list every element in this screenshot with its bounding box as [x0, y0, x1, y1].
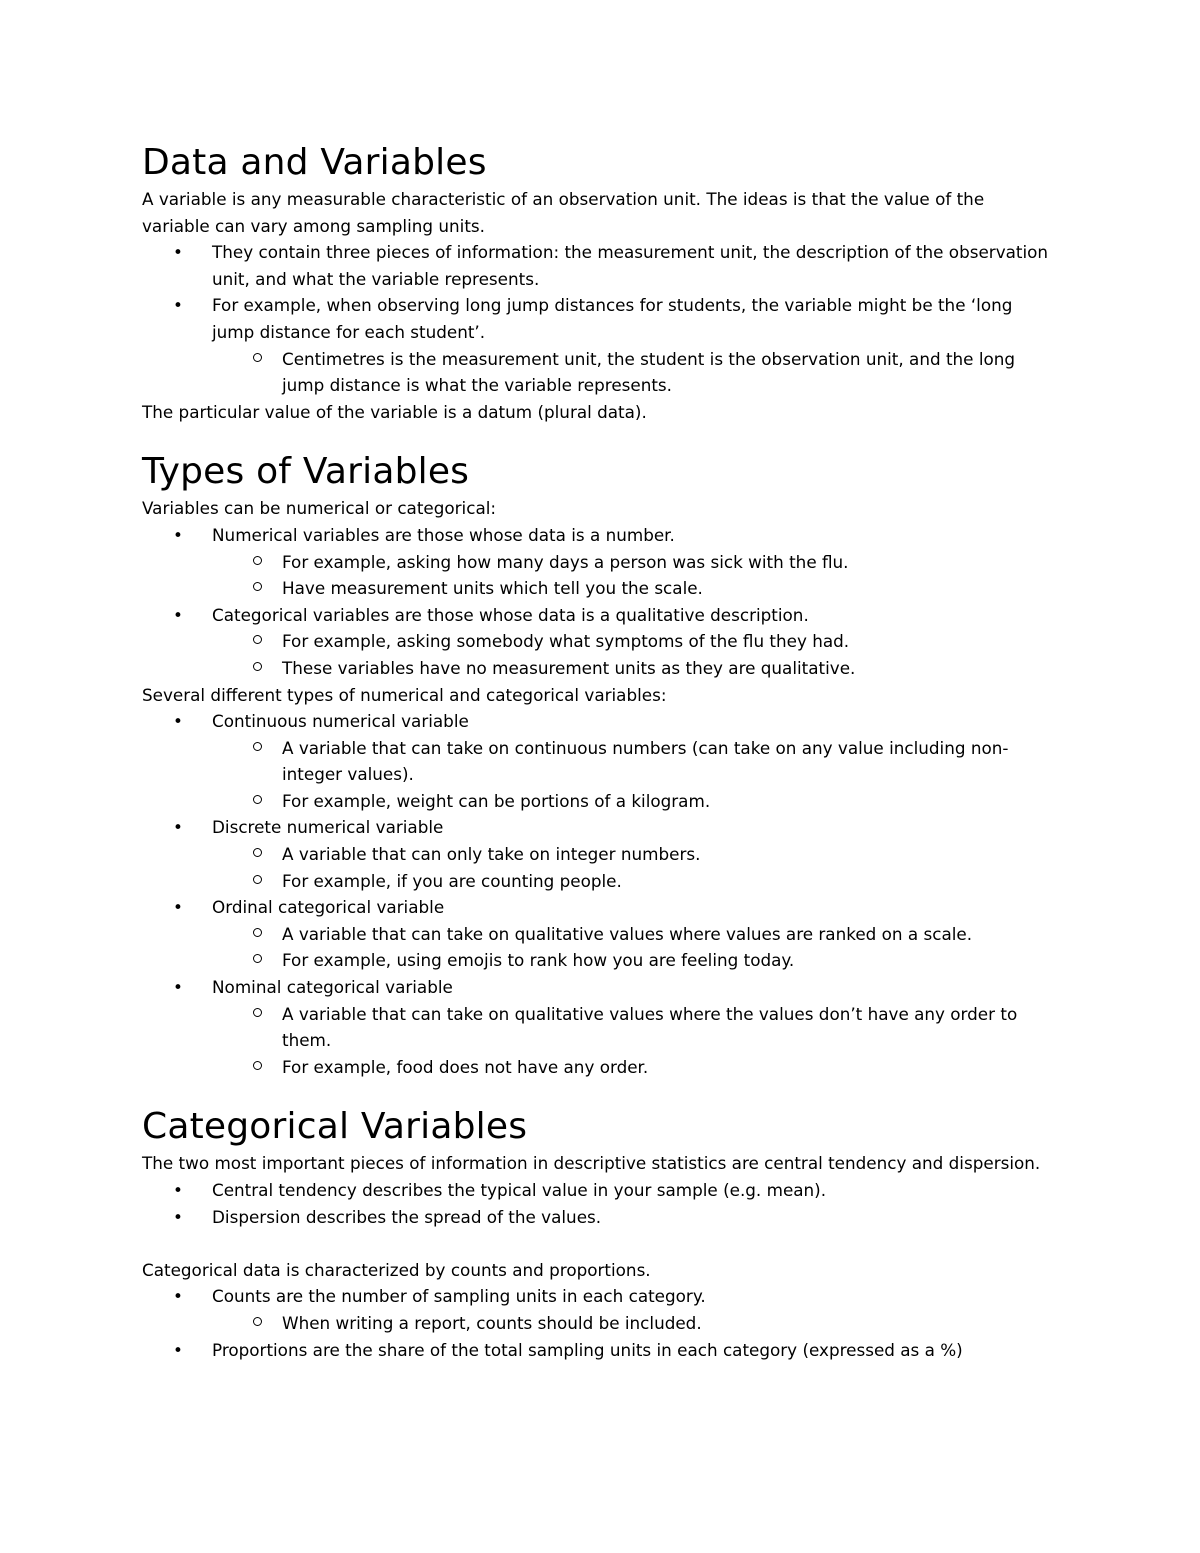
list-item: For example, asking somebody what symptoms of the flu they had.	[212, 628, 1052, 655]
heading-categorical-variables: Categorical Variables	[142, 1106, 528, 1148]
circle-bullet-icon	[253, 662, 262, 671]
list-item: • Counts are the number of sampling units in each category. When writing a report, counts should be included.	[142, 1283, 1052, 1336]
list-item: For example, weight can be portions of a kilogram.	[212, 788, 1052, 815]
circle-bullet-icon	[253, 875, 262, 884]
list-item: For example, food does not have any order.	[212, 1054, 1052, 1081]
circle-bullet-icon	[253, 954, 262, 963]
list-item: • Numerical variables are those whose data is a number. For example, asking how many days a person was sick with the flu. Have measurement units which tell you the scale.	[142, 522, 1052, 602]
list-item: For example, asking how many days a person was sick with the flu.	[212, 549, 1052, 576]
sub-bullet-list	[142, 921, 1052, 974]
list-item: • Proportions are the share of the total sampling units in each category (expressed as a %)	[142, 1337, 1052, 1364]
list-item: • For example, when observing long jump distances for students, the variable might be the ‘long jump distance for each student’. Centimetres is the measurement unit, the student is the observation unit, and the long jump distance is what the variable represents.	[142, 292, 1052, 398]
bullet-icon: •	[173, 977, 183, 998]
list-item: A variable that can take on continuous numbers (can take on any value including non-integer values).	[212, 735, 1052, 788]
bullet-icon: •	[173, 295, 183, 316]
paragraph: The particular value of the variable is a datum (plural data).	[142, 401, 647, 422]
sub-bullet-list	[142, 346, 1052, 399]
circle-bullet-icon	[253, 928, 262, 937]
bullet-icon: •	[173, 524, 183, 545]
bullet-icon: •	[173, 1286, 183, 1307]
circle-bullet-icon	[253, 1317, 262, 1326]
circle-bullet-icon	[253, 556, 262, 565]
circle-bullet-icon	[253, 582, 262, 591]
circle-bullet-icon	[253, 795, 262, 804]
bullet-icon: •	[173, 817, 183, 838]
sub-bullet-list	[142, 549, 1052, 602]
list-item: • They contain three pieces of information: the measurement unit, the description of the observation unit, and what the variable represents.	[142, 239, 1052, 292]
paragraph: Variables can be numerical or categorical:	[142, 498, 497, 519]
bullet-icon: •	[173, 604, 183, 625]
list-item: • Discrete numerical variable A variable that can only take on integer numbers. For example, if you are counting people.	[142, 814, 1052, 894]
list-item: A variable that can take on qualitative values where values are ranked on a scale.	[212, 921, 1052, 948]
document-page	[142, 140, 1052, 1363]
list-item: • Nominal categorical variable A variable that can take on qualitative values where the values don’t have any order to them. For example, food does not have any order.	[142, 974, 1052, 1080]
bullet-list	[142, 1283, 1052, 1363]
circle-bullet-icon	[253, 848, 262, 857]
bullet-icon: •	[173, 1339, 183, 1360]
sub-bullet-list	[142, 1310, 1052, 1337]
bullet-list	[142, 708, 1052, 1080]
paragraph: Categorical data is characterized by counts and proportions.	[142, 1259, 651, 1280]
paragraph: Several different types of numerical and categorical variables:	[142, 684, 667, 705]
list-item: Have measurement units which tell you the scale.	[212, 575, 1052, 602]
circle-bullet-icon	[253, 742, 262, 751]
paragraph: The two most important pieces of information in descriptive statistics are central tendency and dispersion.	[142, 1153, 1041, 1174]
heading-data-and-variables: Data and Variables	[142, 142, 487, 183]
sub-bullet-list	[142, 735, 1052, 815]
bullet-list	[142, 239, 1052, 399]
list-item: • Central tendency describes the typical value in your sample (e.g. mean).	[142, 1177, 1052, 1204]
list-item: • Ordinal categorical variable A variable that can take on qualitative values where values are ranked on a scale. For example, using emojis to rank how you are feeling today.	[142, 894, 1052, 974]
list-item: For example, if you are counting people.	[212, 868, 1052, 895]
bullet-icon: •	[173, 1206, 183, 1227]
circle-bullet-icon	[253, 353, 262, 362]
list-item: These variables have no measurement units as they are qualitative.	[212, 655, 1052, 682]
paragraph: A variable is any measurable characteristic of an observation unit. The ideas is that the value of the variable can vary among sampling units.	[142, 189, 985, 236]
circle-bullet-icon	[253, 1061, 262, 1070]
bullet-icon: •	[173, 711, 183, 732]
heading-types-of-variables: Types of Variables	[142, 451, 470, 493]
sub-bullet-list	[142, 628, 1052, 681]
list-item: • Dispersion describes the spread of the values.	[142, 1204, 1052, 1231]
list-item: • Categorical variables are those whose data is a qualitative description. For example, asking somebody what symptoms of the flu they had. These variables have no measurement units as they are qualitative.	[142, 602, 1052, 682]
list-item: A variable that can only take on integer numbers.	[212, 841, 1052, 868]
list-item: When writing a report, counts should be included.	[212, 1310, 1052, 1337]
bullet-icon: •	[173, 242, 183, 263]
list-item: A variable that can take on qualitative values where the values don’t have any order to them.	[212, 1001, 1052, 1054]
list-item: Centimetres is the measurement unit, the student is the observation unit, and the long jump distance is what the variable represents.	[212, 346, 1052, 399]
bullet-list	[142, 1177, 1052, 1230]
sub-bullet-list	[142, 1001, 1052, 1081]
bullet-list	[142, 522, 1052, 682]
bullet-icon: •	[173, 1180, 183, 1200]
circle-bullet-icon	[253, 635, 262, 644]
list-item: • Continuous numerical variable A variable that can take on continuous numbers (can take on any value including non-integer values). For example, weight can be portions of a kilogram.	[142, 708, 1052, 814]
list-item: For example, using emojis to rank how you are feeling today.	[212, 947, 1052, 974]
sub-bullet-list	[142, 841, 1052, 894]
bullet-icon: •	[173, 897, 183, 918]
circle-bullet-icon	[253, 1008, 262, 1017]
